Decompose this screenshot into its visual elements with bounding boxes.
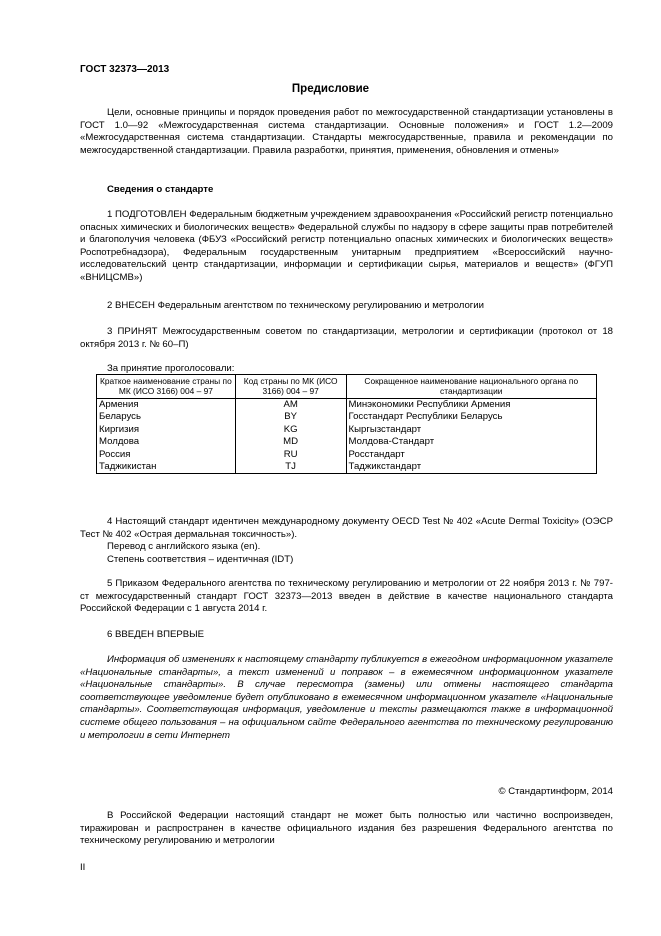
cell-country: Молдова [97,436,236,448]
cell-country: Россия [97,449,236,461]
intro-paragraph: Цели, основные принципы и порядок проведения работ по межгосударственной стандартизации установлены в ГОСТ 1.0—92 «Межгосударственная система стандартизации. Основные положения» и ГОСТ 1.2—2009 «Межгосударственная система стандартизации. Стандарты межгосударственные, правила и рекомендации по межгосударственной стандартизации. Правила разработки, принятия, применения, обновления и отмены» [80,107,613,156]
cell-code: TJ [235,461,346,474]
table-row [97,461,597,474]
item-4-translation: Перевод с английского языка (en). [107,541,261,552]
item-5-order: 5 Приказом Федерального агентства по техническому регулированию и метрологии от 22 ноября 2013 г. № 797-ст межгосударственный стандарт ГОСТ 32373—2013 введен в действие в качестве национального стандарта Российской Федерации с 1 августа 2014 г. [80,578,613,615]
cell-country: Киргизия [97,424,236,436]
changes-notice: Информация об изменениях к настоящему стандарту публикуется в ежегодном информационном указателе «Национальные стандарты», а текст изменений и поправок – в ежемесячном информационном указателе «Национальные стандарты». В случае пересмотра (замены) или отмены настоящего стандарта соответствующее уведомление будет опубликовано в ежемесячном информационном указателе «Национальные стандарты». Соответствующая информация, уведомление и тексты размещаются также в информационной системе общего пользования – на официальном сайте Федерального агентства по техническому регулированию и метрологии в сети Интернет [80,654,613,741]
cell-body: Росстандарт [346,449,596,461]
col-header-body: Сокращенное наименование национального органа по стандартизации [346,375,596,399]
page-number: II [80,862,86,873]
cell-country: Беларусь [97,411,236,423]
cell-code: KG [235,424,346,436]
section-title: Сведения о стандарте [107,184,214,195]
cell-body: Молдова-Стандарт [346,436,596,448]
cell-body: Минэкономики Республики Армения [346,399,596,412]
cell-code: RU [235,449,346,461]
table-row [97,436,597,448]
item-6-introduced: 6 ВВЕДЕН ВПЕРВЫЕ [107,629,205,640]
item-4-identical: 4 Настоящий стандарт идентичен международному документу OECD Test № 402 «Acute Dermal Toxicity» (ОЭСР Тест № 402 «Острая дермальная токсичность»). [80,516,613,540]
copyright: © Стандартинформ, 2014 [498,786,613,797]
col-header-code: Код страны по МК (ИСО 3166) 004 – 97 [235,375,346,399]
vote-label: За принятие проголосовали: [107,363,235,374]
table-row [97,449,597,461]
cell-body: Кыргызстандарт [346,424,596,436]
cell-code: MD [235,436,346,448]
item-1-prepared: 1 ПОДГОТОВЛЕН Федеральным бюджетным учреждением здравоохранения «Российский регистр потенциально опасных химических и биологических веществ» Федеральной службы по надзору в сфере защиты прав потребителей и благополучия человека (ФБУЗ «Российский регистр потенциально опасных химических и биологических веществ» Роспотребнадзора), Федеральным государственным унитарным предприятием «Всероссийский научно-исследовательский центр стандартизации, информации и сертификации сырья, материалов и веществ» (ФГУП «ВНИЦСМВ») [80,209,613,283]
cell-body: Госстандарт Республики Беларусь [346,411,596,423]
cell-code: BY [235,411,346,423]
item-3-adopted: 3 ПРИНЯТ Межгосударственным советом по стандартизации, метрологии и сертификации (протокол от 18 октября 2013 г. № 60–П) [80,326,613,350]
table-row [97,424,597,436]
table-row [97,399,597,412]
item-2-submitted: 2 ВНЕСЕН Федеральным агентством по техническому регулированию и метрологии [107,300,485,311]
col-header-country: Краткое наименование страны по МК (ИСО 3166) 004 – 97 [97,375,236,399]
vote-table [96,374,597,474]
cell-country: Армения [97,399,236,412]
table-row [97,411,597,423]
cell-body: Таджикстандарт [346,461,596,474]
cell-country: Таджикистан [97,461,236,474]
vote-table-header [97,375,597,399]
cell-code: AM [235,399,346,412]
reproduction-notice: В Российской Федерации настоящий стандарт не может быть полностью или частично воспроизведен, тиражирован и распространен в качестве официального издания без разрешения Федерального агентства по техническому регулированию и метрологии [80,810,613,847]
document-code: ГОСТ 32373—2013 [80,64,170,75]
item-4-degree: Степень соответствия – идентичная (IDT) [107,554,294,565]
page-title: Предисловие [291,83,370,95]
